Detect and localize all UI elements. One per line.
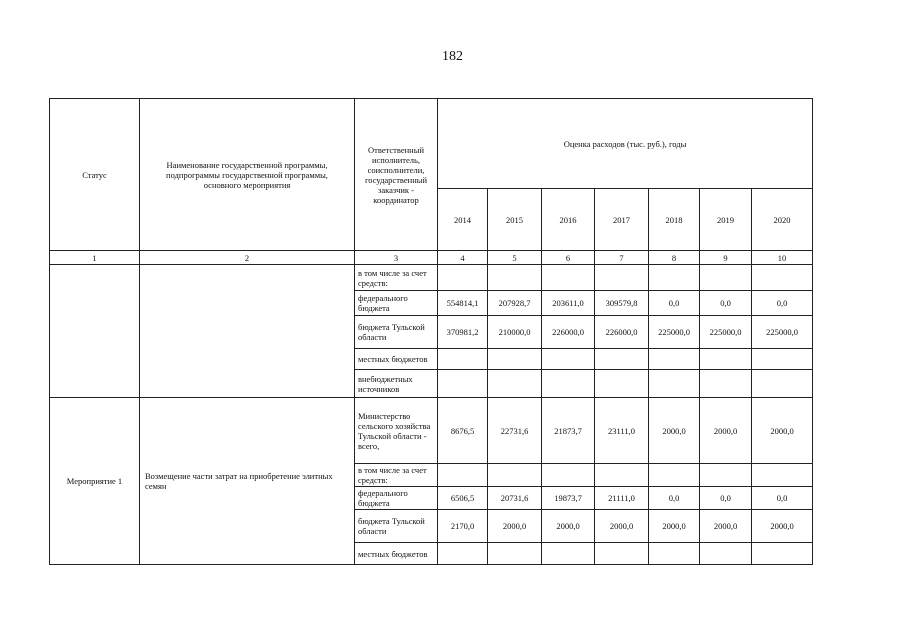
- column-number: 8: [649, 251, 700, 265]
- header-executor: Ответственный исполнитель, соисполнители, государственный заказчик - координатор: [355, 99, 438, 251]
- value-2016: [542, 349, 595, 370]
- row-program-name: [140, 265, 355, 398]
- page-number: 182: [442, 49, 463, 64]
- funding-source: Министерство сельского хозяйства Тульской области - всего,: [355, 398, 438, 464]
- value-2015: [488, 349, 542, 370]
- table-row: [50, 398, 813, 464]
- value-2018: 0,0: [649, 487, 700, 510]
- value-2018: [649, 464, 700, 487]
- value-2014: [438, 265, 488, 291]
- value-2019: [700, 349, 752, 370]
- column-number: 2: [140, 251, 355, 265]
- header-year-2019: 2019: [700, 189, 752, 251]
- value-2017: [595, 370, 649, 398]
- value-2019: 2000,0: [700, 510, 752, 543]
- value-2020: 225000,0: [752, 316, 813, 349]
- funding-source: местных бюджетов: [355, 349, 438, 370]
- value-2015: 210000,0: [488, 316, 542, 349]
- value-2018: 225000,0: [649, 316, 700, 349]
- value-2014: [438, 349, 488, 370]
- column-number: 3: [355, 251, 438, 265]
- funding-source: бюджета Тульской области: [355, 316, 438, 349]
- funding-source: местных бюджетов: [355, 543, 438, 565]
- value-2014: 370981,2: [438, 316, 488, 349]
- value-2015: 207928,7: [488, 291, 542, 316]
- value-2019: [700, 464, 752, 487]
- value-2017: 2000,0: [595, 510, 649, 543]
- value-2019: 0,0: [700, 487, 752, 510]
- budget-table: [49, 98, 813, 565]
- value-2015: [488, 370, 542, 398]
- value-2016: 19873,7: [542, 487, 595, 510]
- column-number: 4: [438, 251, 488, 265]
- table-row: [50, 265, 813, 291]
- column-number: 7: [595, 251, 649, 265]
- header-year-2018: 2018: [649, 189, 700, 251]
- funding-source: федерального бюджета: [355, 487, 438, 510]
- value-2014: 554814,1: [438, 291, 488, 316]
- value-2018: [649, 370, 700, 398]
- value-2014: [438, 370, 488, 398]
- value-2019: [700, 370, 752, 398]
- value-2020: [752, 464, 813, 487]
- funding-source: в том числе за счет средств:: [355, 464, 438, 487]
- funding-source: в том числе за счет средств:: [355, 265, 438, 291]
- value-2019: [700, 543, 752, 565]
- value-2015: [488, 265, 542, 291]
- value-2016: [542, 464, 595, 487]
- value-2017: [595, 543, 649, 565]
- header-year-2017: 2017: [595, 189, 649, 251]
- header-status: Статус: [50, 99, 140, 251]
- value-2016: 203611,0: [542, 291, 595, 316]
- value-2020: [752, 349, 813, 370]
- header-year-2016: 2016: [542, 189, 595, 251]
- row-program-name: Возмещение части затрат на приобретение элитных семян: [140, 398, 355, 565]
- value-2020: [752, 543, 813, 565]
- value-2014: [438, 464, 488, 487]
- column-number: 9: [700, 251, 752, 265]
- value-2017: [595, 349, 649, 370]
- header-year-2020: 2020: [752, 189, 813, 251]
- value-2020: 2000,0: [752, 398, 813, 464]
- value-2014: 6506,5: [438, 487, 488, 510]
- funding-source: внебюджетных источников: [355, 370, 438, 398]
- value-2015: [488, 464, 542, 487]
- value-2017: 309579,8: [595, 291, 649, 316]
- column-number: 1: [50, 251, 140, 265]
- header-cost-estimate: Оценка расходов (тыс. руб.), годы: [438, 99, 813, 189]
- column-number: 5: [488, 251, 542, 265]
- value-2020: 0,0: [752, 487, 813, 510]
- row-status: Мероприятие 1: [50, 398, 140, 565]
- value-2020: 0,0: [752, 291, 813, 316]
- value-2017: 21111,0: [595, 487, 649, 510]
- value-2019: 2000,0: [700, 398, 752, 464]
- header-year-2015: 2015: [488, 189, 542, 251]
- header-program-name: Наименование государственной программы, подпрограммы государственной программы, основного мероприятия: [140, 99, 355, 251]
- value-2020: [752, 265, 813, 291]
- value-2015: 2000,0: [488, 510, 542, 543]
- value-2019: 225000,0: [700, 316, 752, 349]
- value-2019: [700, 265, 752, 291]
- value-2015: 20731,6: [488, 487, 542, 510]
- value-2014: 8676,5: [438, 398, 488, 464]
- value-2018: [649, 543, 700, 565]
- value-2020: [752, 370, 813, 398]
- value-2016: 2000,0: [542, 510, 595, 543]
- row-status: [50, 265, 140, 398]
- column-number: 6: [542, 251, 595, 265]
- funding-source: бюджета Тульской области: [355, 510, 438, 543]
- value-2015: [488, 543, 542, 565]
- value-2018: 2000,0: [649, 510, 700, 543]
- value-2016: 21873,7: [542, 398, 595, 464]
- value-2014: [438, 543, 488, 565]
- value-2016: 226000,0: [542, 316, 595, 349]
- value-2018: 0,0: [649, 291, 700, 316]
- value-2018: 2000,0: [649, 398, 700, 464]
- value-2014: 2170,0: [438, 510, 488, 543]
- header-year-2014: 2014: [438, 189, 488, 251]
- value-2017: 23111,0: [595, 398, 649, 464]
- value-2016: [542, 543, 595, 565]
- value-2015: 22731,6: [488, 398, 542, 464]
- column-number: 10: [752, 251, 813, 265]
- value-2018: [649, 349, 700, 370]
- value-2017: [595, 464, 649, 487]
- value-2016: [542, 370, 595, 398]
- funding-source: федерального бюджета: [355, 291, 438, 316]
- value-2017: 226000,0: [595, 316, 649, 349]
- value-2018: [649, 265, 700, 291]
- value-2017: [595, 265, 649, 291]
- value-2016: [542, 265, 595, 291]
- value-2020: 2000,0: [752, 510, 813, 543]
- value-2019: 0,0: [700, 291, 752, 316]
